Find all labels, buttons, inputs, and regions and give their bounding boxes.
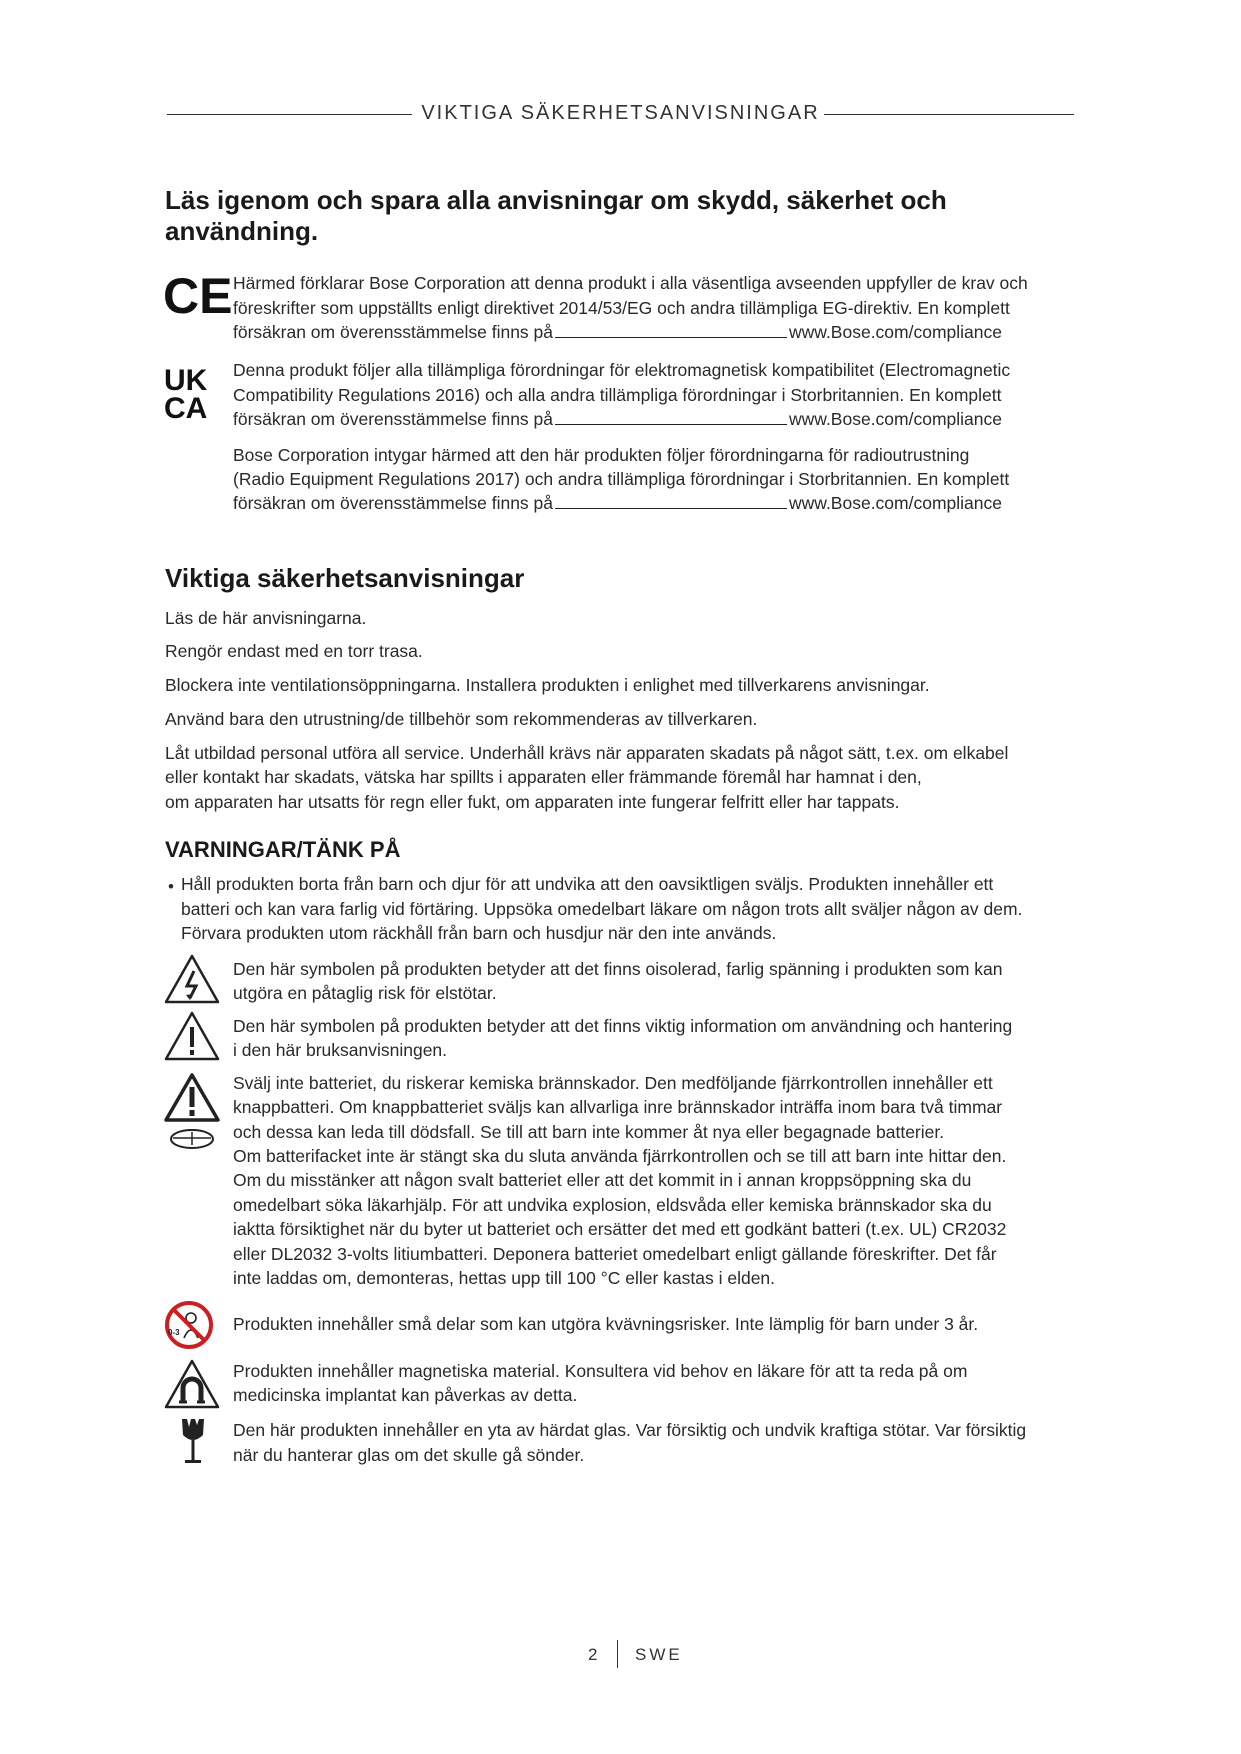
glass-text-line1: Den här produkten innehåller en yta av härdat glas. Var försiktig och undvik kraftiga stötar. Var försiktig — [233, 1420, 1027, 1440]
safety-item-clean: Rengör endast med en torr trasa. — [165, 641, 423, 661]
page-number: 2 — [588, 1645, 598, 1664]
magnet-warning-icon — [163, 1358, 221, 1415]
safety-item-ventilation: Blockera inte ventilationsöppningarna. Installera produkten i enlighet med tillverkarens anvisningar. — [165, 675, 930, 695]
glass-text-line2: när du hanterar glas om det skulle gå sönder. — [233, 1445, 585, 1465]
footer-divider — [617, 1640, 618, 1668]
ce-mark-text: CE — [163, 268, 233, 324]
magnetic-text-line2: medicinska implantat kan påverkas av detta. — [233, 1385, 578, 1405]
ukca-mark-icon — [164, 364, 220, 427]
voltage-text-line2: utgöra en påtaglig risk för elstötar. — [233, 983, 497, 1003]
info-text-line1: Den här symbolen på produkten betyder att det finns viktig information om användning och hantering — [233, 1016, 1013, 1036]
page-footer — [0, 1640, 1241, 1670]
small-parts-text: Produkten innehåller små delar som kan utgöra kvävningsrisker. Inte lämplig för barn under 3 år. — [233, 1314, 979, 1334]
safety-service-line2: eller kontakt har skadats, vätska har spillts i apparaten eller främmande föremål har hamnat i den, — [165, 767, 922, 787]
ukca-text-blank — [555, 408, 787, 425]
battery-text-line1: Svälj inte batteriet, du riskerar kemiska brännskador. Den medföljande fjärrkontrollen innehåller ett — [233, 1073, 993, 1093]
warning-bullet-line3: Förvara produkten utom räckhåll från barn och husdjur när den inte används. — [181, 923, 777, 943]
ce-mark-icon — [163, 268, 233, 324]
battery-text-line2: knappbatteri. Om knappbatteriet sväljs kan allvarliga inre brännskador inträffa inom bara två timmar — [233, 1097, 1003, 1117]
ce-text-line2: föreskrifter som uppställts enligt direktivet 2014/53/EG och andra tillämpliga EG-direktiv. En komplett — [233, 298, 1010, 318]
ukca-compliance-url: www.Bose.com/compliance — [789, 409, 1002, 429]
bullet-point: • — [168, 877, 174, 896]
battery-text-line3: och dessa kan leda till dödsfall. Se till att barn inte kommer åt nya eller begagnade batterier. — [233, 1122, 945, 1142]
radio-text-line2: (Radio Equipment Regulations 2017) och andra tillämpliga förordningar i Storbritannien. En komplett — [233, 469, 1010, 489]
small-parts-warning-icon — [164, 1300, 214, 1355]
small-parts-age-label: 0-3 — [168, 1328, 180, 1337]
ce-text-line3-prefix: försäkran om överensstämmelse finns på — [233, 322, 553, 342]
ce-compliance-url: www.Bose.com/compliance — [789, 322, 1002, 342]
header-rule-right — [824, 114, 1074, 115]
language-code: SWE — [635, 1645, 683, 1664]
page-header — [167, 102, 1074, 126]
exclamation-warning-icon — [163, 1010, 221, 1067]
safety-service-line1: Låt utbildad personal utföra all service. Underhåll krävs när apparaten skadats på något sätt, t.ex. om elkabel — [165, 743, 1009, 763]
radio-text-blank — [555, 492, 787, 509]
radio-text-line3 — [233, 491, 1002, 516]
safety-item-read: Läs de här anvisningarna. — [165, 608, 367, 628]
ukca-text-line1: Denna produkt följer alla tillämpliga förordningar för elektromagnetisk kompatibilitet (Electromagnetic — [233, 360, 1011, 380]
battery-text-line8: eller DL2032 3-volts litiumbatteri. Deponera batteriet omedelbart enligt gällande föreskrifter. Det får — [233, 1244, 997, 1264]
glass-warning-icon — [178, 1415, 208, 1472]
high-voltage-warning-icon — [163, 953, 221, 1010]
ukca-text-line3 — [233, 407, 1002, 432]
warning-bullet-line1: Håll produkten borta från barn och djur för att undvika att den oavsiktligen sväljs. Produkten innehåller ett — [181, 874, 994, 894]
ukca-mark-line2: CA — [164, 392, 208, 425]
ukca-text-line2: Compatibility Regulations 2016) och alla andra tillämpliga förordningar i Storbritannien. En komplett — [233, 385, 1002, 405]
header-title: VIKTIGA SÄKERHETSANVISNINGAR — [421, 102, 820, 124]
battery-text-line5: Om du misstänker att någon svalt batteriet eller att det kommit in i annan kroppsöppning ska du — [233, 1170, 972, 1190]
safety-item-accessories: Använd bara den utrustning/de tillbehör som rekommenderas av tillverkaren. — [165, 709, 758, 729]
battery-text-line9: inte laddas om, demonteras, hettas upp till 100 °C eller kastas i elden. — [233, 1268, 776, 1288]
magnetic-text-line1: Produkten innehåller magnetiska material. Konsultera vid behov en läkare för att ta reda på om — [233, 1361, 968, 1381]
ce-text-blank — [555, 321, 787, 338]
safety-service-line3: om apparaten har utsatts för regn eller fukt, om apparaten inte fungerar felfritt eller har tappats. — [165, 792, 900, 812]
battery-text-line4: Om batterifacket inte är stängt ska du sluta använda fjärrkontrollen och se till att barn inte hittar den. — [233, 1146, 1007, 1166]
battery-text-line6: omedelbart söka läkarhjälp. För att undvika explosion, eldsvåda eller kemiska brännskador ska du — [233, 1195, 992, 1215]
warnings-heading: VARNINGAR/TÄNK PÅ — [165, 837, 401, 862]
warning-bullet-line2: batteri och kan vara farlig vid förtäring. Uppsöka omedelbart läkare om någon trots allt sväljer någon av dem. — [181, 899, 1023, 919]
ce-text-line3 — [233, 320, 1002, 345]
battery-warning-icon — [163, 1072, 221, 1157]
ukca-mark-line1: UK — [164, 364, 208, 397]
voltage-text-line1: Den här symbolen på produkten betyder att det finns oisolerad, farlig spänning i produkten som kan — [233, 959, 1003, 979]
ce-text-line1: Härmed förklarar Bose Corporation att denna produkt i alla väsentliga avseenden uppfyller de krav och — [233, 273, 1028, 293]
radio-compliance-url: www.Bose.com/compliance — [789, 493, 1002, 513]
radio-text-line1: Bose Corporation intygar härmed att den här produkten följer förordningarna för radioutrustning — [233, 445, 970, 465]
battery-text-line7: iaktta försiktighet när du byter ut batteriet och ersätter det med ett godkänt batteri (t.ex. UL) CR2032 — [233, 1219, 1007, 1239]
ukca-text-line3-prefix: försäkran om överensstämmelse finns på — [233, 409, 553, 429]
intro-heading: Läs igenom och spara alla anvisningar om skydd, säkerhet och användning. — [165, 185, 947, 246]
radio-text-line3-prefix: försäkran om överensstämmelse finns på — [233, 493, 553, 513]
info-text-line2: i den här bruksanvisningen. — [233, 1040, 448, 1060]
safety-heading: Viktiga säkerhetsanvisningar — [165, 563, 525, 593]
